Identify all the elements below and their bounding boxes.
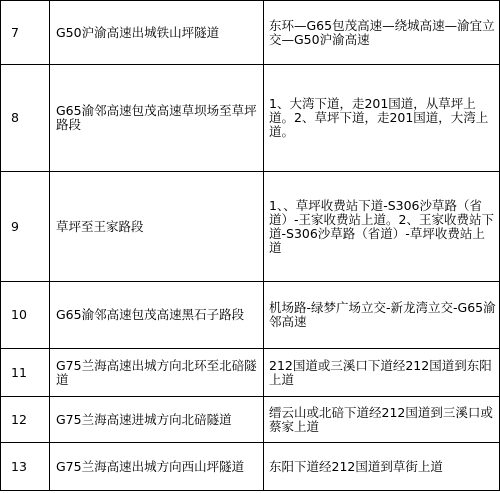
row-number: 8 <box>1 65 50 172</box>
table-row <box>1 397 500 443</box>
table-row <box>1 172 500 282</box>
table-row <box>1 65 500 172</box>
row-number: 9 <box>1 172 50 282</box>
row-number: 10 <box>1 282 50 349</box>
detour-route: 212国道或三溪口下道经212国道到东阳上道 <box>264 349 500 397</box>
table-row <box>1 443 500 491</box>
road-section: G75兰海高速出城方向西山坪隧道 <box>50 443 264 491</box>
detour-route: 1、、草坪收费站下道-S306沙草路（省道）-王家收费站上道。2、王家收费站下道-S306沙草路（省道）-草坪收费站上道 <box>264 172 500 282</box>
table-row <box>1 1 500 65</box>
row-number: 11 <box>1 349 50 397</box>
row-number: 7 <box>1 1 50 65</box>
road-section: G75兰海高速进城方向北碚隧道 <box>50 397 264 443</box>
road-section: G50沪渝高速出城铁山坪隧道 <box>50 1 264 65</box>
table-row <box>1 282 500 349</box>
road-section: 草坪至王家路段 <box>50 172 264 282</box>
detour-route: 机场路-绿梦广场立交-新龙湾立交-G65渝邻高速 <box>264 282 500 349</box>
detour-route: 东环—G65包茂高速—绕城高速—渝宜立交—G50沪渝高速 <box>264 1 500 65</box>
row-number: 13 <box>1 443 50 491</box>
road-section: G75兰海高速出城方向北环至北碚隧道 <box>50 349 264 397</box>
row-number: 12 <box>1 397 50 443</box>
road-section: G65渝邻高速包茂高速黑石子路段 <box>50 282 264 349</box>
detour-route: 1、大湾下道，走201国道，从草坪上道。2、草坪下道，走201国道，大湾上道。 <box>264 65 500 172</box>
table-row <box>1 349 500 397</box>
road-section: G65渝邻高速包茂高速草坝场至草坪路段 <box>50 65 264 172</box>
detour-route: 缙云山或北碚下道经212国道到三溪口或蔡家上道 <box>264 397 500 443</box>
detour-route: 东阳下道经212国道到草街上道 <box>264 443 500 491</box>
